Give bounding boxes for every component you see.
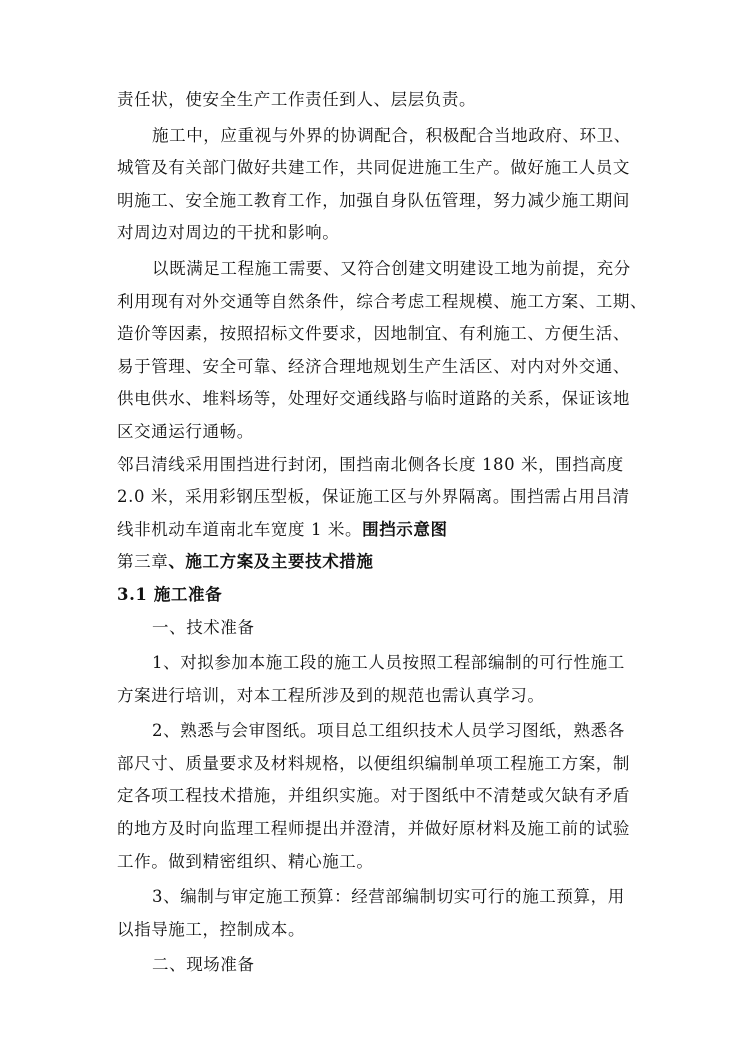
paragraph-line: 部尺寸、质量要求及材料规格，以便组织编制单项工程施工方案，制	[117, 753, 630, 773]
subsection-heading: 一、技术准备	[152, 617, 255, 637]
subsection-heading: 二、现场准备	[152, 955, 255, 975]
paragraph-line: 1、对拟参加本施工段的施工人员按照工程部编制的可行性施工	[152, 653, 625, 673]
paragraph-line: 易于管理、安全可靠、经济合理地规划生产生活区、对内对外交通、	[117, 356, 630, 376]
paragraph-line: 的地方及时向监理工程师提出并澄清，并做好原材料及施工前的试验	[117, 819, 630, 839]
paragraph-line: 施工中，应重视与外界的协调配合，积极配合当地政府、环卫、	[152, 125, 631, 145]
paragraph-line: 以指导施工，控制成本。	[117, 919, 306, 939]
paragraph-line: 2、熟悉与会审图纸。项目总工组织技术人员学习图纸，熟悉各	[152, 721, 625, 741]
paragraph-line: 2.0 米，采用彩钢压型板，保证施工区与外界隔离。围挡需占用吕清	[117, 487, 630, 507]
paragraph-line: 定各项工程技术措施，并组织实施。对于图纸中不清楚或欠缺有矛盾	[117, 786, 630, 806]
paragraph-line: 区交通运行通畅。	[117, 421, 254, 441]
paragraph-line: 供电供水、堆料场等，处理好交通线路与临时道路的关系，保证该地	[117, 389, 630, 409]
paragraph-line: 邻吕清线采用围挡进行封闭，围挡南北侧各长度 180 米，围挡高度	[117, 454, 624, 474]
paragraph-line-with-figure-caption	[117, 514, 637, 547]
chapter-number: 第三章	[117, 552, 169, 572]
paragraph-line: 明施工、安全施工教育工作，加强自身队伍管理，努力减少施工期间	[117, 190, 630, 210]
paragraph-line: 造价等因素，按照招标文件要求，因地制宜、有利施工、方便生活、	[117, 324, 630, 344]
section-heading: 3.1 施工准备	[117, 584, 223, 604]
paragraph-line: 3、编制与审定施工预算：经营部编制切实可行的施工预算，用	[152, 887, 625, 907]
document-body	[117, 84, 648, 982]
paragraph-line: 工作。做到精密组织、精心施工。	[117, 851, 374, 871]
figure-caption: 围挡示意图	[362, 519, 448, 539]
paragraph-line: 城管及有关部门做好共建工作，共同促进施工生产。做好施工人员文	[117, 158, 630, 178]
chapter-heading	[117, 546, 637, 579]
paragraph-line: 责任状，使安全生产工作责任到人、层层负责。	[117, 90, 477, 109]
paragraph-line: 方案进行培训，对本工程所涉及到的规范也需认真学习。	[117, 685, 545, 705]
paragraph-line: 对周边对周边的干扰和影响。	[117, 223, 340, 243]
paragraph-line: 以既满足工程施工需要、又符合创建文明建设工地为前提，充分	[152, 258, 631, 278]
paragraph-text: 线非机动车道南北车宽度 1 米。	[117, 519, 363, 539]
chapter-title: 、施工方案及主要技术措施	[168, 552, 374, 572]
paragraph-line: 利用现有对外交通等自然条件，综合考虑工程规模、施工方案、工期、	[117, 291, 648, 311]
